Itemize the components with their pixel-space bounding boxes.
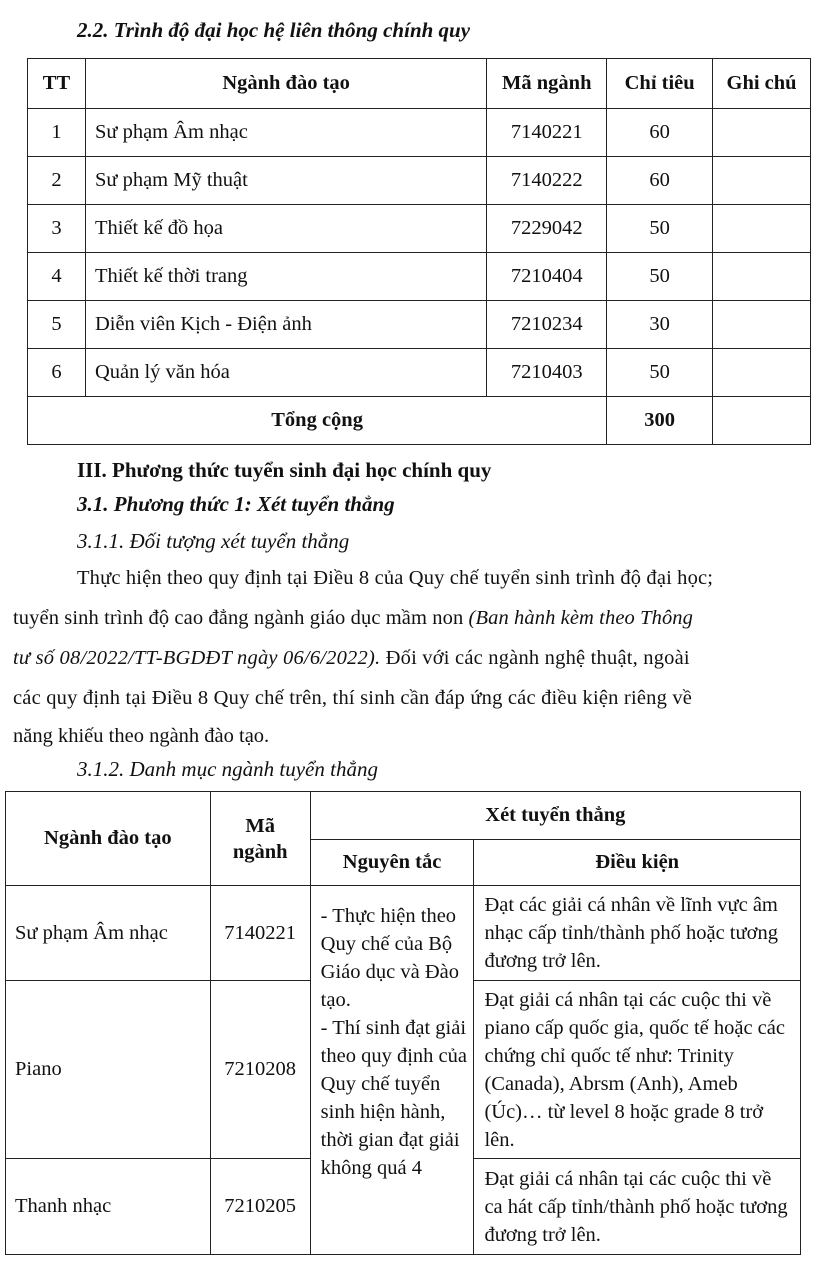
row-code: 7210234 <box>487 301 607 349</box>
para-text: tuyển sinh trình độ cao đẳng ngành giáo dục mầm non <box>13 607 469 629</box>
row-note <box>713 253 811 301</box>
header-major: Ngành đào tạo <box>85 59 486 109</box>
row-note <box>713 349 811 397</box>
header-note: Ghi chú <box>713 59 811 109</box>
para-line-4 <box>13 682 692 714</box>
row-quota: 60 <box>607 157 713 205</box>
quota-table <box>27 58 811 445</box>
row-tt: 6 <box>28 349 86 397</box>
row-quota: 30 <box>607 301 713 349</box>
total-value: 300 <box>607 397 713 445</box>
row-tt: 1 <box>28 109 86 157</box>
para-line-2 <box>13 602 693 634</box>
section-3-1-title: 3.1. Phương thức 1: Xét tuyển thẳng <box>77 492 395 516</box>
section-3-1-1-title: 3.1.1. Đối tượng xét tuyển thẳng <box>77 529 350 553</box>
table-row <box>28 109 811 157</box>
header-principle: Nguyên tắc <box>310 840 474 886</box>
para-text: Đối với các ngành nghệ thuật, ngoài <box>380 647 690 669</box>
section-3-1-2-title: 3.1.2. Danh mục ngành tuyển thẳng <box>77 757 378 781</box>
para-line-1 <box>77 562 713 594</box>
row-condition: Đạt giải cá nhân tại các cuộc thi về ca hát cấp tỉnh/thành phố hoặc tương đương trở lên. <box>474 1159 801 1255</box>
row-tt: 4 <box>28 253 86 301</box>
header-code: Mã ngành <box>210 792 310 886</box>
principle-cell: - Thực hiện theo Quy chế của Bộ Giáo dục và Đào tạo. - Thí sinh đạt giải theo quy định của Quy chế tuyển sinh hiện hành, thời gian đạt giải không quá 4 <box>310 886 474 1255</box>
row-tt: 2 <box>28 157 86 205</box>
row-major: Thiết kế đồ họa <box>85 205 486 253</box>
row-tt: 5 <box>28 301 86 349</box>
row-note <box>713 205 811 253</box>
row-note <box>713 157 811 205</box>
row-major: Quản lý văn hóa <box>85 349 486 397</box>
para-text: Thực hiện theo quy định tại Điều 8 của Quy chế tuyển sinh trình độ đại học; <box>77 567 714 589</box>
para-line-5 <box>13 720 269 752</box>
row-quota: 60 <box>607 109 713 157</box>
section-2-2-title: 2.2. Trình độ đại học hệ liên thông chính quy <box>77 18 471 42</box>
row-note <box>713 301 811 349</box>
row-note <box>713 109 811 157</box>
row-major: Thiết kế thời trang <box>85 253 486 301</box>
total-label: Tổng cộng <box>28 397 607 445</box>
table-row <box>6 886 801 981</box>
row-condition: Đạt giải cá nhân tại các cuộc thi về piano cấp quốc gia, quốc tế hoặc các chứng chỉ quốc tế như: Trinity (Canada), Abrsm (Anh), Ameb (Úc)… từ level 8 hoặc grade 8 trở lên. <box>474 981 801 1159</box>
para-line-3 <box>13 642 690 674</box>
row-code: 7229042 <box>487 205 607 253</box>
header-group: Xét tuyển thẳng <box>310 792 800 840</box>
header-condition: Điều kiện <box>474 840 801 886</box>
table-row <box>28 253 811 301</box>
para-text: năng khiếu theo ngành đào tạo. <box>13 725 270 747</box>
row-code: 7210205 <box>210 1159 310 1255</box>
row-quota: 50 <box>607 205 713 253</box>
para-italic: (Ban hành kèm theo Thông <box>468 607 693 629</box>
table-row <box>28 349 811 397</box>
header-quota: Chỉ tiêu <box>607 59 713 109</box>
row-code: 7140221 <box>487 109 607 157</box>
para-italic: tư số 08/2022/TT-BGDĐT ngày 06/6/2022). <box>13 647 381 669</box>
row-code: 7210208 <box>210 981 310 1159</box>
row-condition: Đạt các giải cá nhân về lĩnh vực âm nhạc cấp tỉnh/thành phố hoặc tương đương trở lên. <box>474 886 801 981</box>
total-note <box>713 397 811 445</box>
row-tt: 3 <box>28 205 86 253</box>
row-code: 7210403 <box>487 349 607 397</box>
table-total-row <box>28 397 811 445</box>
table-header-row <box>6 792 801 840</box>
row-major: Thanh nhạc <box>6 1159 211 1255</box>
row-major: Piano <box>6 981 211 1159</box>
direct-admission-table <box>5 791 801 1255</box>
header-code: Mã ngành <box>487 59 607 109</box>
row-quota: 50 <box>607 253 713 301</box>
table-row <box>28 157 811 205</box>
row-major: Sư phạm Âm nhạc <box>6 886 211 981</box>
para-text: các quy định tại Điều 8 Quy chế trên, thí sinh cần đáp ứng các điều kiện riêng về <box>13 687 693 709</box>
row-major: Diễn viên Kịch - Điện ảnh <box>85 301 486 349</box>
table-row <box>28 301 811 349</box>
table-row <box>28 205 811 253</box>
header-major: Ngành đào tạo <box>6 792 211 886</box>
header-tt: TT <box>28 59 86 109</box>
row-quota: 50 <box>607 349 713 397</box>
row-code: 7210404 <box>487 253 607 301</box>
section-III-title: III. Phương thức tuyển sinh đại học chính quy <box>77 458 492 482</box>
row-code: 7140222 <box>487 157 607 205</box>
row-major: Sư phạm Mỹ thuật <box>85 157 486 205</box>
row-code: 7140221 <box>210 886 310 981</box>
table-header-row <box>28 59 811 109</box>
row-major: Sư phạm Âm nhạc <box>85 109 486 157</box>
